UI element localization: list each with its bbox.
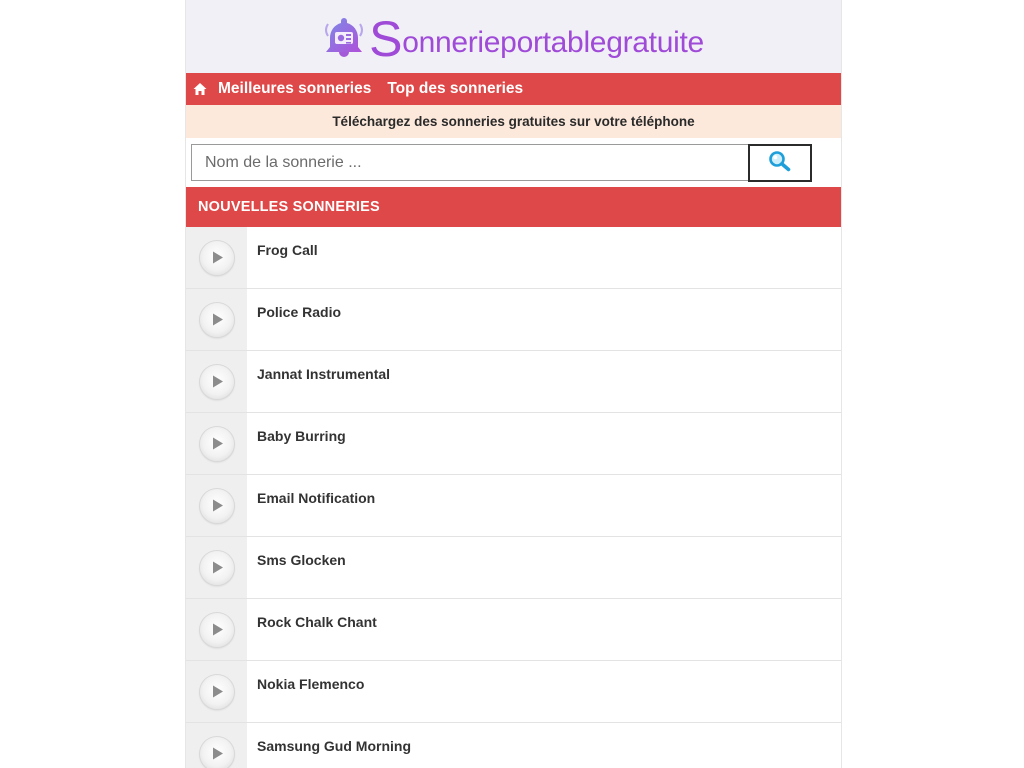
ringtone-title-link[interactable]: Rock Chalk Chant <box>257 614 377 630</box>
ringtone-row <box>186 227 841 289</box>
play-button[interactable] <box>200 365 234 399</box>
ringtone-title-link[interactable]: Nokia Flemenco <box>257 676 365 692</box>
play-cell <box>186 289 247 350</box>
main-nav <box>186 73 841 105</box>
play-icon <box>212 375 224 388</box>
logo-initial: S <box>369 10 403 67</box>
ringtone-row <box>186 289 841 351</box>
play-icon <box>212 561 224 574</box>
ringtone-title-link[interactable]: Frog Call <box>257 242 318 258</box>
search-form <box>186 138 841 187</box>
play-icon <box>212 747 224 760</box>
ringtone-title-link[interactable]: Police Radio <box>257 304 342 320</box>
ringtone-title-link[interactable]: Jannat Instrumental <box>257 366 391 382</box>
play-cell <box>186 661 247 722</box>
logo-text <box>369 10 704 67</box>
play-icon <box>212 251 224 264</box>
ringtone-row <box>186 475 841 537</box>
play-button[interactable] <box>200 737 234 768</box>
play-cell <box>186 537 247 598</box>
play-button[interactable] <box>200 489 234 523</box>
ringtone-row <box>186 537 841 599</box>
tagline-banner <box>186 105 841 138</box>
play-button[interactable] <box>200 427 234 461</box>
site-header <box>186 0 841 73</box>
section-title-nouvelles-sonneries <box>186 187 841 227</box>
ringtone-title-link[interactable]: Sms Glocken <box>257 552 346 568</box>
play-icon <box>212 499 224 512</box>
search-button[interactable] <box>748 144 812 182</box>
play-cell <box>186 351 247 412</box>
play-button[interactable] <box>200 675 234 709</box>
ringtone-title-link[interactable]: Baby Burring <box>257 428 346 444</box>
ringtone-title-link[interactable]: Email Notification <box>257 490 376 506</box>
nav-link-top-sonneries[interactable]: Top des sonneries <box>387 80 524 97</box>
search-icon <box>768 150 792 175</box>
ringtone-title-link[interactable]: Samsung Gud Morning <box>257 738 411 754</box>
play-cell <box>186 599 247 660</box>
play-button[interactable] <box>200 241 234 275</box>
ringtone-row <box>186 351 841 413</box>
ringtone-row <box>186 723 841 768</box>
nav-link-meilleures-sonneries[interactable]: Meilleures sonneries <box>218 80 372 97</box>
home-icon[interactable] <box>193 82 207 96</box>
play-icon <box>212 623 224 636</box>
play-button[interactable] <box>200 303 234 337</box>
logo-rest: onnerieportablegratuite <box>402 25 704 59</box>
play-cell <box>186 227 247 288</box>
play-icon <box>212 313 224 326</box>
ringtone-row <box>186 413 841 475</box>
section-title-text: NOUVELLES SONNERIES <box>198 199 380 215</box>
play-button[interactable] <box>200 613 234 647</box>
ringtone-row <box>186 661 841 723</box>
search-input[interactable] <box>191 144 748 181</box>
play-icon <box>212 685 224 698</box>
play-button[interactable] <box>200 551 234 585</box>
site-logo-link[interactable] <box>323 10 704 67</box>
ringtone-row <box>186 599 841 661</box>
bell-logo-icon <box>323 14 365 60</box>
play-icon <box>212 437 224 450</box>
play-cell <box>186 723 247 768</box>
tagline-text: Téléchargez des sonneries gratuites sur votre téléphone <box>332 114 695 129</box>
ringtone-list <box>186 227 841 768</box>
play-cell <box>186 475 247 536</box>
page-container <box>185 0 842 768</box>
play-cell <box>186 413 247 474</box>
